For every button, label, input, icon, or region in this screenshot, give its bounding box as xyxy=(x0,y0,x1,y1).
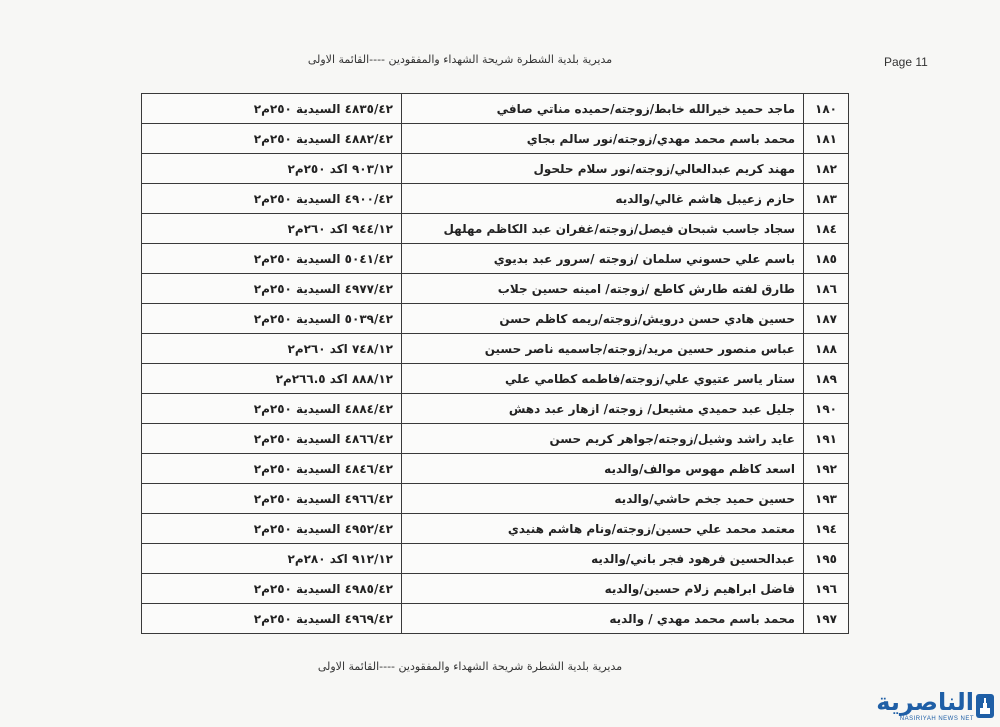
nasiriyah-logo xyxy=(878,688,996,724)
table-row xyxy=(142,124,849,154)
row-name: محمد باسم محمد مهدي/زوجته/نور سالم بجاي xyxy=(402,124,804,154)
row-name: باسم علي حسوني سلمان /زوجته /سرور عبد بديوي xyxy=(402,244,804,274)
row-number: ١٩٥ xyxy=(804,544,849,574)
row-plot-info: ٤٩٨٥/٤٢ السيدية ٢٥٠م٢ xyxy=(142,574,402,604)
row-name: اسعد كاظم مهوس موالف/والديه xyxy=(402,454,804,484)
row-number: ١٨٣ xyxy=(804,184,849,214)
table-row xyxy=(142,364,849,394)
table-row xyxy=(142,304,849,334)
row-plot-info: ٩١٢/١٢ اكد ٢٨٠م٢ xyxy=(142,544,402,574)
row-number: ١٩٧ xyxy=(804,604,849,634)
row-name: ستار ياسر عتيوي علي/زوجته/فاطمه كطامي علي xyxy=(402,364,804,394)
row-name: معتمد محمد علي حسين/زوجته/ونام هاشم هنيدي xyxy=(402,514,804,544)
row-name: سجاد جاسب شبحان فيصل/زوجته/غفران عبد الكاظم مهلهل xyxy=(402,214,804,244)
row-name: ماجد حميد خيرالله خابط/زوجته/حميده مناتي صافي xyxy=(402,94,804,124)
row-name: عبدالحسين فرهود فجر باني/والديه xyxy=(402,544,804,574)
row-plot-info: ٨٨٨/١٢ اكد ٢٦٦.٥م٢ xyxy=(142,364,402,394)
table-row xyxy=(142,94,849,124)
row-name: حسين هادي حسن درويش/زوجته/ريمه كاظم حسن xyxy=(402,304,804,334)
table-row xyxy=(142,544,849,574)
table-body xyxy=(142,94,849,634)
row-name: عباس منصور حسين مريد/زوجته/جاسميه ناصر حسين xyxy=(402,334,804,364)
row-plot-info: ٤٩٧٧/٤٢ السيدية ٢٥٠م٢ xyxy=(142,274,402,304)
page-number: Page 11 xyxy=(884,55,928,69)
row-plot-info: ٩٤٤/١٢ اكد ٢٦٠م٢ xyxy=(142,214,402,244)
row-plot-info: ٥٠٣٩/٤٢ السيدية ٢٥٠م٢ xyxy=(142,304,402,334)
row-plot-info: ٧٤٨/١٢ اكد ٢٦٠م٢ xyxy=(142,334,402,364)
table-row xyxy=(142,424,849,454)
row-number: ١٩٢ xyxy=(804,454,849,484)
header-title: مديرية بلدية الشطرة شريحة الشهداء والمفقودين ----القائمة الاولى xyxy=(307,53,613,66)
table-row xyxy=(142,244,849,274)
ziggurat-logo-icon xyxy=(974,692,996,720)
table-row xyxy=(142,484,849,514)
row-number: ١٩٠ xyxy=(804,394,849,424)
row-plot-info: ٤٨٨٢/٤٢ السيدية ٢٥٠م٢ xyxy=(142,124,402,154)
row-number: ١٨١ xyxy=(804,124,849,154)
row-plot-info: ٤٨٦٦/٤٢ السيدية ٢٥٠م٢ xyxy=(142,424,402,454)
row-number: ١٨٢ xyxy=(804,154,849,184)
row-name: حازم زعيبل هاشم غالي/والديه xyxy=(402,184,804,214)
row-plot-info: ٤٩٠٠/٤٢ السيدية ٢٥٠م٢ xyxy=(142,184,402,214)
table-row xyxy=(142,334,849,364)
row-name: عايد راشد وشيل/زوجته/جواهر كريم حسن xyxy=(402,424,804,454)
row-number: ١٩٤ xyxy=(804,514,849,544)
row-number: ١٨٤ xyxy=(804,214,849,244)
names-table xyxy=(141,93,849,634)
logo-subtext: NASIRIYAH NEWS NET xyxy=(899,716,974,722)
row-plot-info: ٩٠٣/١٢ اكد ٢٥٠م٢ xyxy=(142,154,402,184)
row-number: ١٩١ xyxy=(804,424,849,454)
row-plot-info: ٤٨٤٦/٤٢ السيدية ٢٥٠م٢ xyxy=(142,454,402,484)
row-name: طارق لفته طارش كاطع /زوجته/ امينه حسين جلاب xyxy=(402,274,804,304)
row-name: جليل عبد حميدي مشيعل/ زوجته/ ازهار عبد دهش xyxy=(402,394,804,424)
table-row xyxy=(142,184,849,214)
row-name: فاضل ابراهيم زلام حسين/والديه xyxy=(402,574,804,604)
row-plot-info: ٤٨٨٤/٤٢ السيدية ٢٥٠م٢ xyxy=(142,394,402,424)
row-number: ١٩٣ xyxy=(804,484,849,514)
row-number: ١٨٨ xyxy=(804,334,849,364)
table-row xyxy=(142,454,849,484)
row-number: ١٨٩ xyxy=(804,364,849,394)
row-plot-info: ٤٩٦٦/٤٢ السيدية ٢٥٠م٢ xyxy=(142,484,402,514)
row-number: ١٨٧ xyxy=(804,304,849,334)
table-row xyxy=(142,154,849,184)
table-row xyxy=(142,214,849,244)
row-plot-info: ٤٩٦٩/٤٢ السيدية ٢٥٠م٢ xyxy=(142,604,402,634)
table-row xyxy=(142,514,849,544)
row-name: محمد باسم محمد مهدي / والديه xyxy=(402,604,804,634)
table-row xyxy=(142,394,849,424)
row-number: ١٨٠ xyxy=(804,94,849,124)
table-row xyxy=(142,274,849,304)
row-number: ١٨٥ xyxy=(804,244,849,274)
row-plot-info: ٤٩٥٢/٤٢ السيدية ٢٥٠م٢ xyxy=(142,514,402,544)
footer-title: مديرية بلدية الشطرة شريحة الشهداء والمفقودين ----القائمة الاولى xyxy=(317,660,623,673)
row-plot-info: ٤٨٣٥/٤٢ السيدية ٢٥٠م٢ xyxy=(142,94,402,124)
row-name: مهند كريم عبدالعالي/زوجته/نور سلام حلحول xyxy=(402,154,804,184)
row-number: ١٩٦ xyxy=(804,574,849,604)
row-number: ١٨٦ xyxy=(804,274,849,304)
row-plot-info: ٥٠٤١/٤٢ السيدية ٢٥٠م٢ xyxy=(142,244,402,274)
table-row xyxy=(142,604,849,634)
row-name: حسين حميد جخم حاشي/والديه xyxy=(402,484,804,514)
table-row xyxy=(142,574,849,604)
logo-text: الناصرية xyxy=(876,688,974,716)
